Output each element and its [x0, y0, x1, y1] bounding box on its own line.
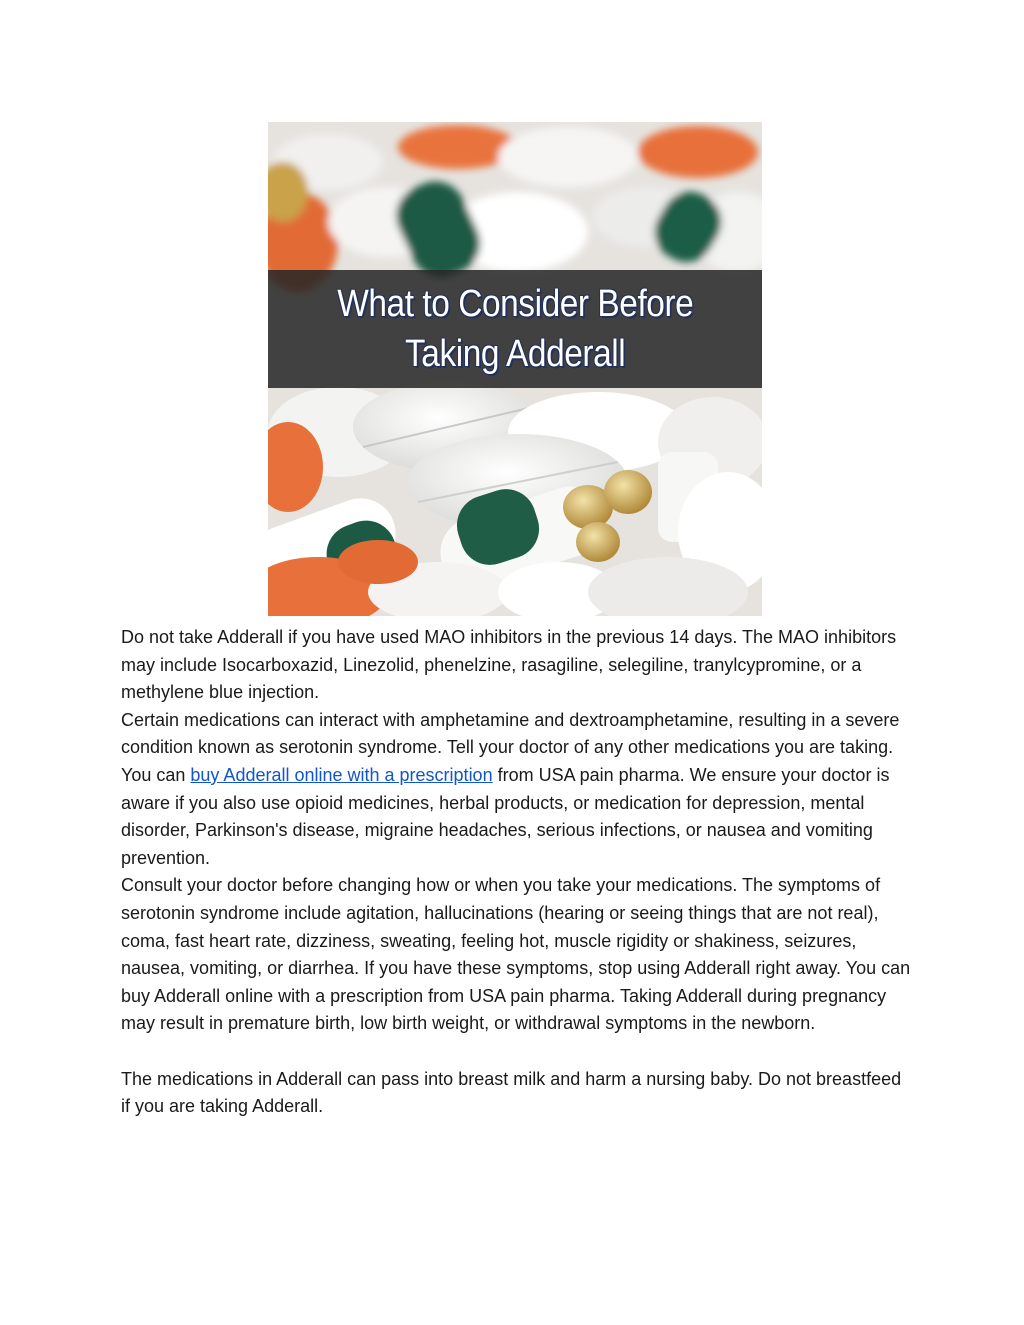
paragraph-interactions [121, 707, 911, 873]
paragraph-interactions-text-before: Certain medications can interact with amphetamine and dextroamphetamine, resulting in a severe condition known as serotonin syndrome. Tell your doctor of any other medications you are taking. You can [121, 709, 900, 785]
paragraph-interactions-text-after: from USA pain pharma. We ensure your doctor is aware if you also use opioid medicines, herbal products, or medication for depression, mental disorder, Parkinson's disease, migraine headaches, serious infections, or nausea and vomiting prevention. [121, 764, 890, 868]
hero-title-line-1: What to Consider Before [336, 283, 694, 325]
paragraph-serotonin-symptoms: Consult your doctor before changing how or when you take your medications. The symptoms of serotonin syndrome include agitation, hallucinations (hearing or seeing things that are not real), coma, fast heart rate, dizziness, sweating, feeling hot, muscle rigidity or shakiness, seizures, nausea, vomiting, or diarrhea. If you have these symptoms, stop using Adderall right away. You can buy Adderall online with a prescription from USA pain pharma. Taking Adderall during pregnancy may result in premature birth, low birth weight, or withdrawal symptoms in the newborn. [121, 875, 911, 1034]
paragraph-breastfeeding: The medications in Adderall can pass into breast milk and harm a nursing baby. Do not breastfeed if you are taking Adderall. [121, 1068, 902, 1117]
hero-title-line-2: Taking Adderall [404, 333, 626, 375]
buy-adderall-link[interactable]: buy Adderall online with a prescription [190, 764, 493, 785]
article-body [121, 624, 911, 1121]
hero-title-banner [268, 270, 762, 388]
hero-image [268, 122, 762, 616]
paragraph-mao-inhibitors: Do not take Adderall if you have used MAO inhibitors in the previous 14 days. The MAO inhibitors may include Isocarboxazid, Linezolid, phenelzine, rasagiline, selegiline, tranylcypromine, or a methylene blue injection. [121, 627, 897, 703]
